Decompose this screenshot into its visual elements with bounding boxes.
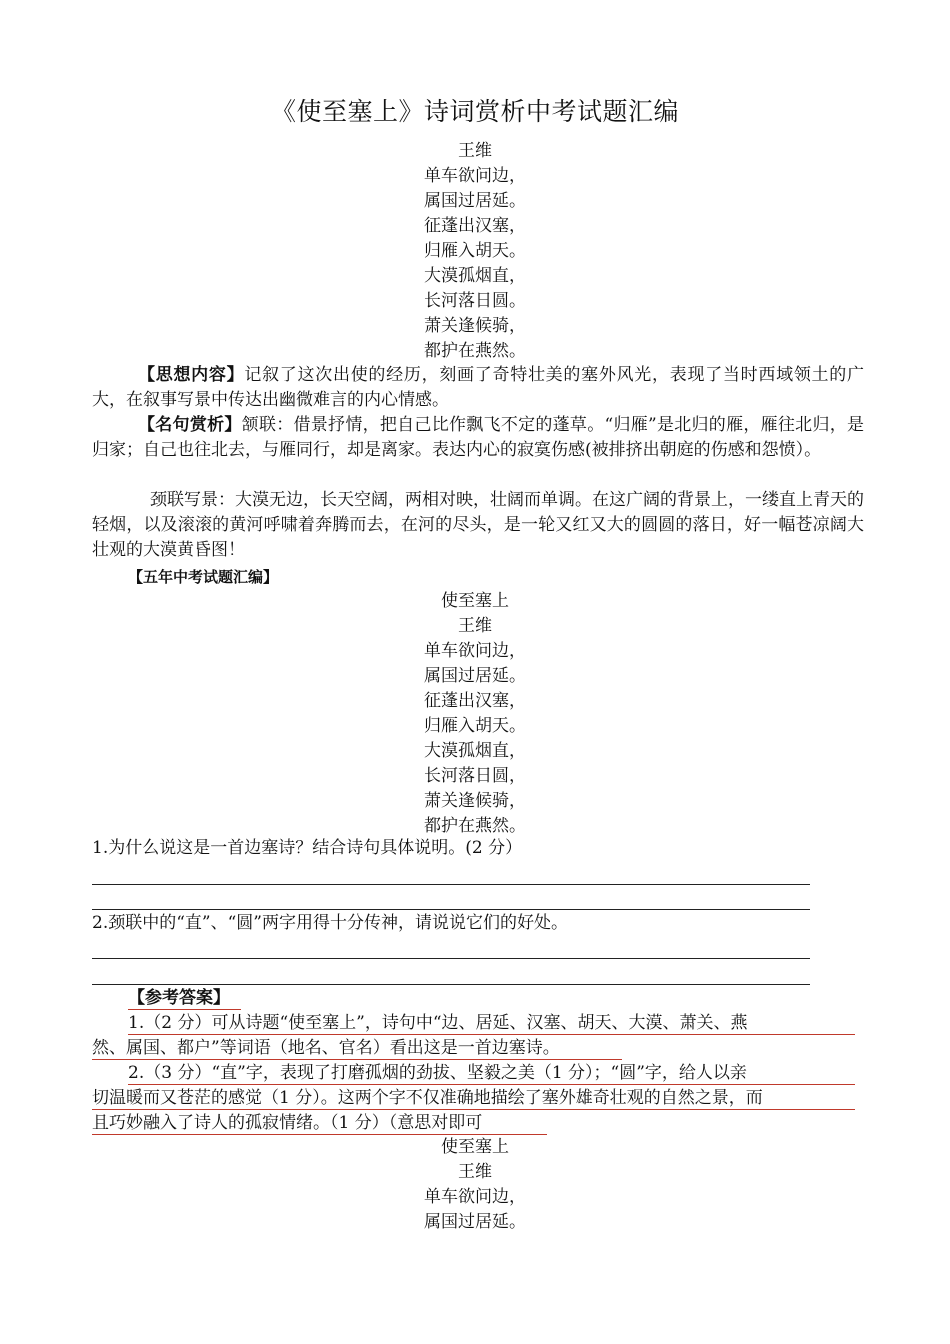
thought-text: 记叙了这次出使的经历，刻画了奇特壮美的塞外风光，表现了当时西域领土的广大，在叙事写景中传达出幽微难言的内心情感。: [92, 365, 865, 410]
poem-line: 单车欲问边，: [424, 1187, 526, 1207]
poem-line: 单车欲问边，: [424, 166, 526, 186]
thought-paragraph: [92, 363, 864, 413]
answer-line-text: 2.（3 分）“直”字，表现了打磨孤烟的劲拔、坚毅之美（1 分）；“圆”字，给人以亲: [128, 1063, 747, 1083]
poem-line: 征蓬出汉塞，: [424, 691, 526, 711]
poem-block-1: [0, 139, 950, 364]
famous-text: 颔联：借景抒情，把自己比作飘飞不定的蓬草。“归雁”是北归的雁，雁往北归，是归家；自己也往北去，与雁同行，却是离家。表达内心的寂寞伤感(被排挤出朝庭的伤感和怨愤）。: [92, 415, 865, 460]
poem-author: 王维: [458, 1162, 492, 1182]
poem-line: 萧关逢候骑，: [424, 791, 526, 811]
poem-block-2: [0, 589, 950, 839]
famous-label: 【名句赏析】: [138, 415, 242, 435]
poem-author: 王维: [458, 141, 492, 161]
answer-underline: [92, 1059, 622, 1060]
answer-line[interactable]: [92, 909, 810, 910]
document-title: 《使至塞上》诗词赏析中考试题汇编: [270, 97, 679, 126]
poem-line: 长河落日圆。: [424, 291, 526, 311]
answer-line-text: 1.（2 分）可从诗题“使至塞上”，诗句中“边、居延、汉塞、胡天、大漠、萧关、燕: [128, 1013, 748, 1033]
answer-underline: [128, 1084, 855, 1085]
answer-line[interactable]: [92, 984, 810, 985]
answers-label: 【参考答案】: [128, 988, 230, 1008]
answer-underline: [92, 1109, 855, 1110]
poem-line: 都护在燕然。: [424, 816, 526, 836]
answer-line[interactable]: [92, 958, 810, 959]
question-1: 1.为什么说这是一首边塞诗？结合诗句具体说明。(2 分）: [92, 838, 523, 858]
poem-line: 单车欲问边，: [424, 641, 526, 661]
answers-label-underline: [128, 1009, 241, 1010]
poem-line: 归雁入胡天。: [424, 716, 526, 736]
section-label: 【五年中考试题汇编】: [128, 568, 279, 586]
poem-title: 使至塞上: [441, 591, 509, 611]
answers-block: [92, 1011, 864, 1136]
answer-underline: [128, 1034, 855, 1035]
poem-line: 属国过居延。: [424, 666, 526, 686]
poem-line: 大漠孤烟直，: [424, 741, 526, 761]
poem-line: 萧关逢候骑，: [424, 316, 526, 336]
poem-line: 征蓬出汉塞，: [424, 216, 526, 236]
neck-paragraph: 颈联写景：大漠无边，长天空阔，两相对映，壮阔而单调。在这广阔的背景上，一缕直上青天的轻烟，以及滚滚的黄河呼啸着奔腾而去，在河的尽头，是一轮又红又大的圆圆的落日，好一幅苍凉阔大壮观的大漠黄昏图！: [92, 490, 864, 560]
poem-line: 属国过居延。: [424, 1212, 526, 1232]
poem-author: 王维: [458, 616, 492, 636]
answer-line[interactable]: [92, 884, 810, 885]
poem-title: 使至塞上: [441, 1137, 509, 1157]
answer-line-text: 且巧妙融入了诗人的孤寂情绪。（1 分）（意思对即可: [92, 1113, 483, 1133]
thought-label: 【思想内容】: [138, 365, 245, 385]
poem-line: 长河落日圆，: [424, 766, 526, 786]
poem-line: 都护在燕然。: [424, 341, 526, 361]
famous-paragraph: [92, 413, 864, 463]
question-2: 2.颈联中的“直”、“圆”两字用得十分传神，请说说它们的好处。: [92, 913, 568, 933]
poem-line: 归雁入胡天。: [424, 241, 526, 261]
poem-block-3: [0, 1135, 950, 1235]
poem-line: 大漠孤烟直，: [424, 266, 526, 286]
answer-line-text: 切温暖而又苍茫的感觉（1 分）。这两个字不仅准确地描绘了塞外雄奇壮观的自然之景，而: [92, 1088, 763, 1108]
answer-line-text: 然、属国、都户”等词语（地名、官名）看出这是一首边塞诗。: [92, 1038, 560, 1058]
poem-line: 属国过居延。: [424, 191, 526, 211]
